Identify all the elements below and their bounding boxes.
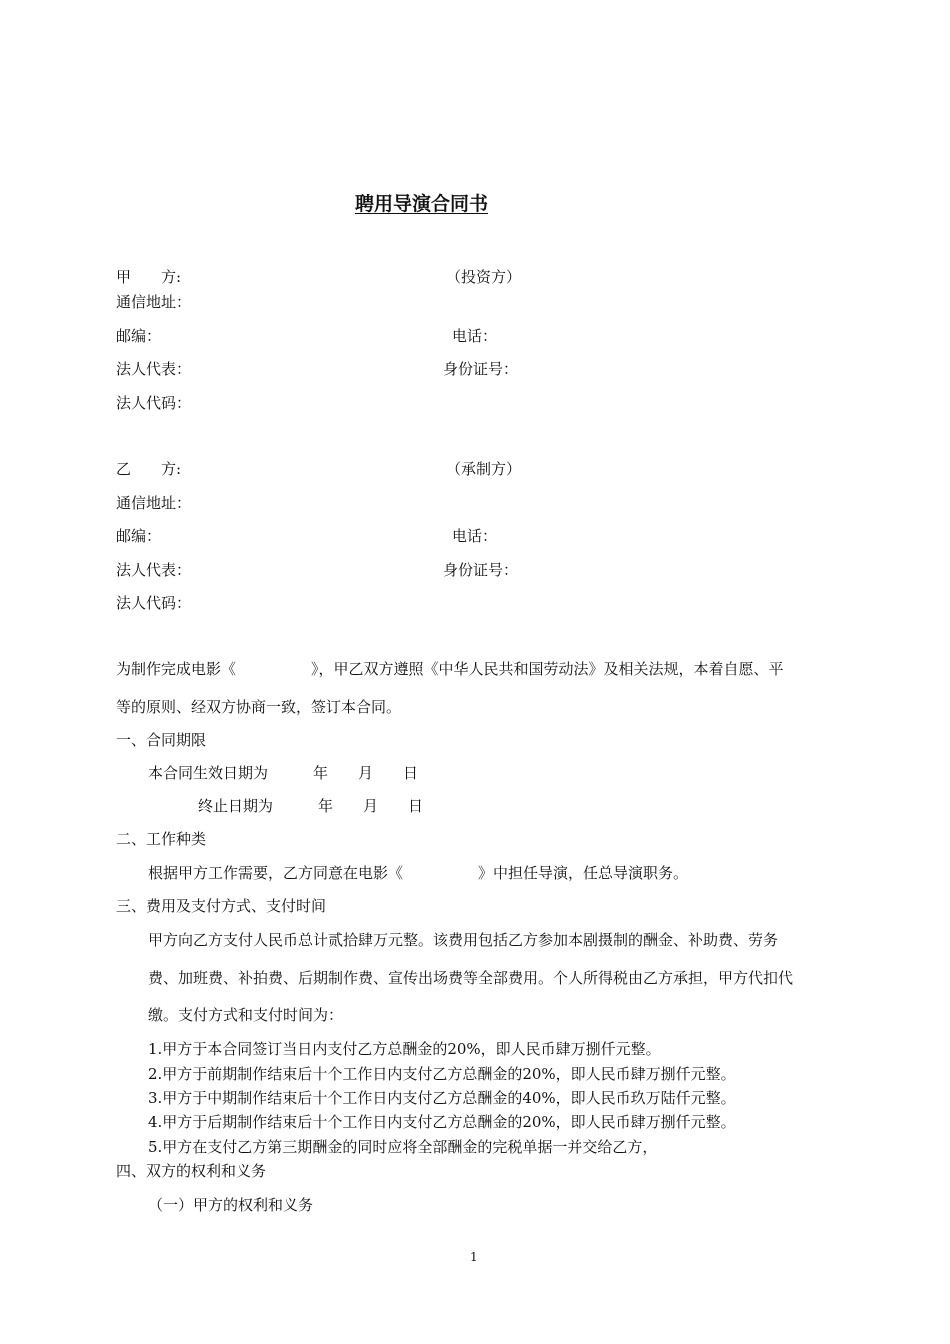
section-3-para-line-2: 费、加班费、补拍费、后期制作费、宣传出场费等全部费用。个人所得税由乙方承担，甲方代扣代 <box>148 969 794 987</box>
party-a-label: 甲 方: <box>116 268 182 286</box>
page-number: 1 <box>470 1250 478 1264</box>
document-title: 聘用导演合同书 <box>355 193 489 215</box>
party-a-address-label: 通信地址： <box>116 293 192 311</box>
payment-item: 3.甲方于中期制作结束后十个工作日内支付乙方总酬金的40%，即人民币玖万陆仟元整。 <box>148 1089 736 1107</box>
party-b-address-label: 通信地址： <box>116 494 192 512</box>
section-1-start-date: 本合同生效日期为 年 月 日 <box>148 764 419 782</box>
party-b-role: （承制方） <box>446 460 522 478</box>
section-3-heading: 三、费用及支付方式、支付时间 <box>116 897 327 915</box>
intro-line-2: 等的原则、经双方协商一致，签订本合同。 <box>116 698 402 716</box>
section-2-heading: 二、工作种类 <box>116 830 207 848</box>
payment-item: 2.甲方于前期制作结束后十个工作日内支付乙方总酬金的20%，即人民币肆万捌仟元整。 <box>148 1065 736 1083</box>
payment-item: 4.甲方于后期制作结束后十个工作日内支付乙方总酬金的20%，即人民币肆万捌仟元整。 <box>148 1113 736 1131</box>
section-3-para-line-1: 甲方向乙方支付人民币总计贰拾肆万元整。该费用包括乙方参加本剧摄制的酬金、补助费、劳务 <box>148 931 779 949</box>
payment-item: 5.甲方在支付乙方第三期酬金的同时应将全部酬金的完税单据一并交给乙方， <box>148 1138 658 1156</box>
party-b-id-label: 身份证号： <box>443 561 519 579</box>
party-b-postcode-label: 邮编： <box>116 527 162 545</box>
section-4-heading: 四、双方的权利和义务 <box>116 1162 267 1180</box>
party-b-code-label: 法人代码： <box>116 594 192 612</box>
party-a-code-label: 法人代码： <box>116 394 192 412</box>
party-a-id-label: 身份证号： <box>443 360 519 378</box>
party-a-postcode-label: 邮编： <box>116 327 162 345</box>
party-b-rep-label: 法人代表： <box>116 561 192 579</box>
payment-item: 1.甲方于本合同签订当日内支付乙方总酬金的20%，即人民币肆万捌仟元整。 <box>148 1040 661 1058</box>
party-a-rep-label: 法人代表： <box>116 360 192 378</box>
party-a-role: （投资方） <box>446 268 522 286</box>
party-a-phone-label: 电话： <box>452 327 498 345</box>
section-4-sub-1: （一）甲方的权利和义务 <box>148 1196 314 1214</box>
section-2-text: 根据甲方工作需要，乙方同意在电影《 》中担任导演，任总导演职务。 <box>148 864 689 882</box>
party-b-phone-label: 电话： <box>452 527 498 545</box>
intro-line-1: 为制作完成电影《 》，甲乙双方遵照《中华人民共和国劳动法》及相关法规，本着自愿、平 <box>116 660 784 678</box>
party-b-label: 乙 方: <box>116 460 182 478</box>
section-1-heading: 一、合同期限 <box>116 731 207 749</box>
section-1-end-date: 终止日期为 年 月 日 <box>198 797 424 815</box>
section-3-para-line-3: 缴。支付方式和支付时间为： <box>148 1006 344 1024</box>
